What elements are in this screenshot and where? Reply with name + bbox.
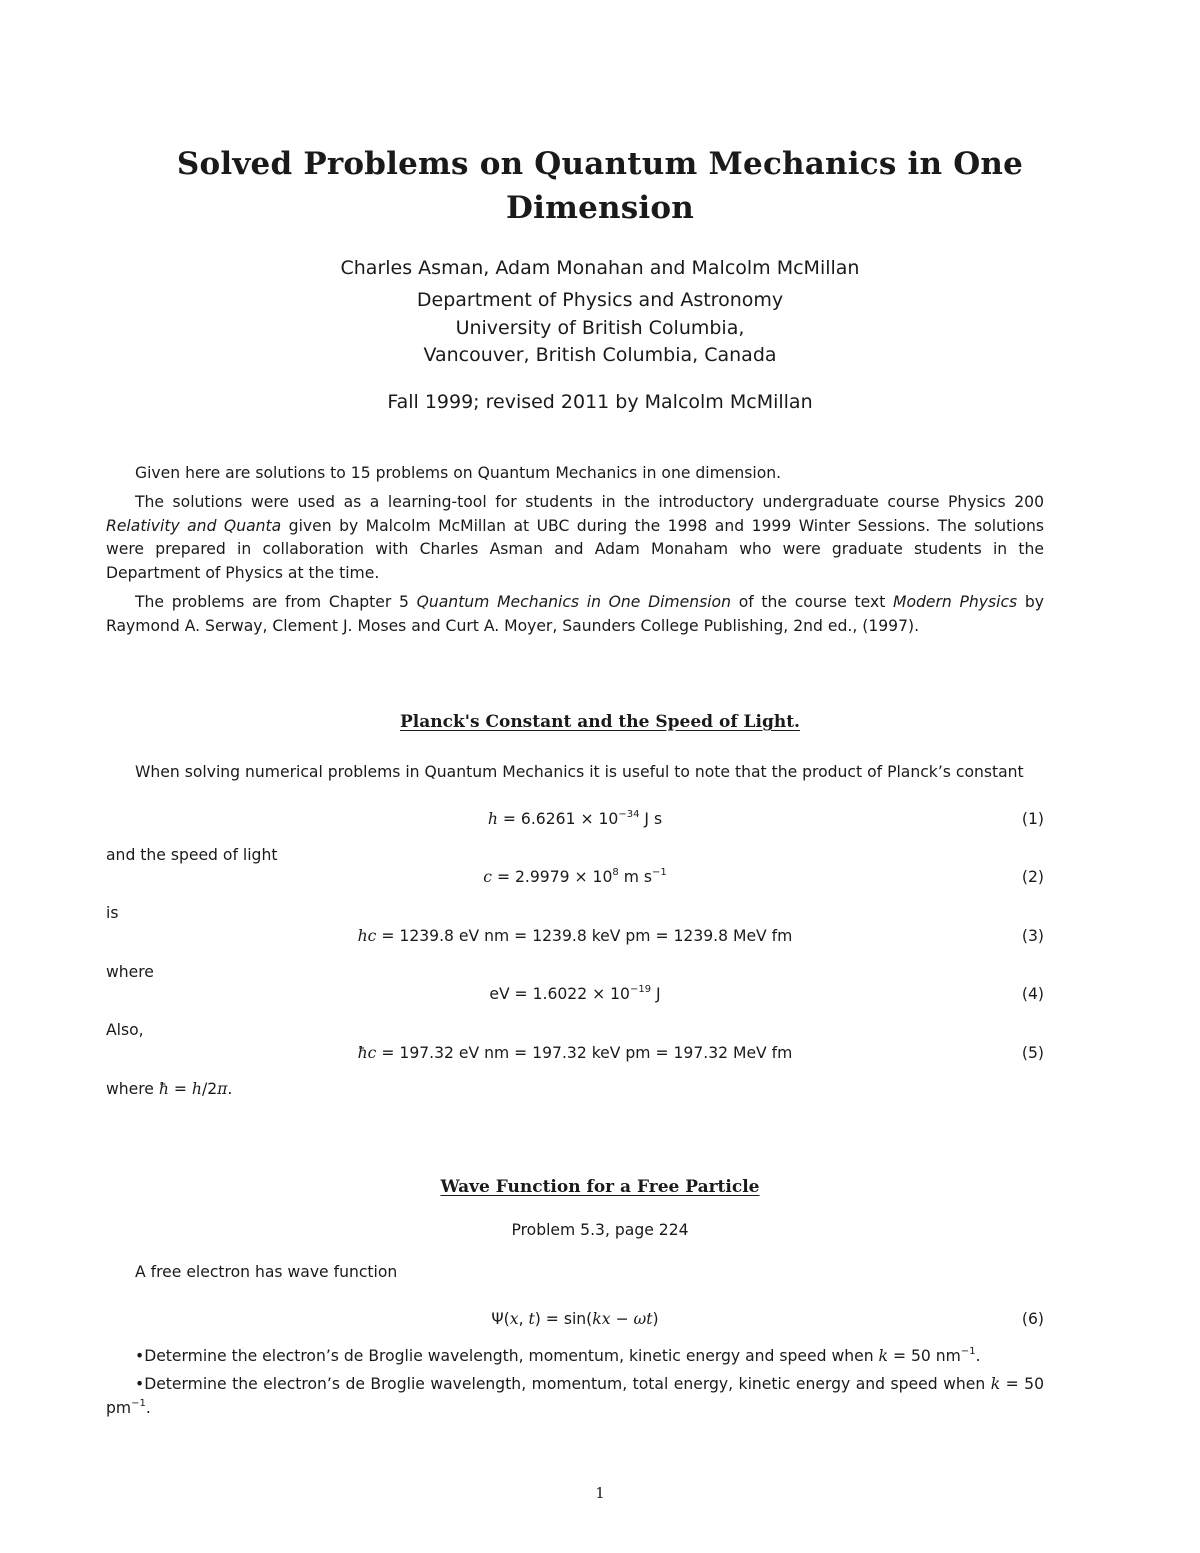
section2-intro: A free electron has wave function bbox=[135, 1263, 398, 1281]
problem-reference: Problem 5.3, page 224 bbox=[511, 1221, 689, 1239]
label-and-speed-of-light: and the speed of light bbox=[106, 846, 278, 864]
label-where: where bbox=[106, 963, 154, 981]
equation-6 bbox=[106, 1308, 1044, 1332]
equation-6-body: Ψ(x, t) = sin(kx − ωt) bbox=[491, 1310, 659, 1328]
question-2-text: •Determine the electron’s de Broglie wavelength, momentum, total energy, kinetic energy and speed when bbox=[135, 1375, 991, 1393]
affiliation-line-1: Department of Physics and Astronomy bbox=[416, 289, 784, 311]
affiliation-line-2: University of British Columbia, bbox=[455, 317, 745, 339]
equation-4 bbox=[106, 983, 1044, 1007]
equation-1-number: (1) bbox=[1021, 810, 1044, 828]
equation-5-body: ħc = 197.32 eV nm = 197.32 keV pm = 197.32 MeV fm bbox=[357, 1044, 793, 1062]
paper-title bbox=[0, 142, 1200, 230]
intro-paragraph-2 bbox=[106, 491, 1044, 585]
intro-p3-text-c: by Raymond A. Serway, Clement J. Moses and Curt A. Moyer, Saunders College Publishing, 2nd ed., (1997). bbox=[106, 593, 1044, 635]
intro-p2-text-b: given by Malcolm McMillan at UBC during the 1998 and 1999 Winter Sessions. The solutions were prepared in collaboration with Charles Asman and Adam Monaham who were graduate students in the Department of Physics at the time. bbox=[106, 516, 1044, 582]
label-also: Also, bbox=[106, 1021, 144, 1039]
equation-2-number: (2) bbox=[1021, 868, 1044, 886]
equation-2-body: $c = 2.9979 \times 10^8$ m $s^{-1}$ bbox=[483, 867, 667, 886]
equation-3-number: (3) bbox=[1021, 927, 1044, 945]
course-title: Relativity and Quanta bbox=[106, 516, 282, 535]
question-bullet-2: •Determine the electron’s de Broglie wavelength, momentum, total energy, kinetic energy and speed when k = 50 $pm^{-1}$. bbox=[106, 1375, 1045, 1417]
question-1-text: •Determine the electron’s de Broglie wavelength, momentum, kinetic energy and speed when bbox=[135, 1347, 879, 1365]
intro-paragraph-1: Given here are solutions to 15 problems on Quantum Mechanics in one dimension. bbox=[135, 464, 782, 482]
equation-1-body: $h = 6.6261 \times 10^{-34}$ J s bbox=[487, 809, 663, 828]
section-heading-planck: Planck's Constant and the Speed of Light. bbox=[400, 712, 800, 732]
hbar-definition-period: . bbox=[227, 1080, 233, 1098]
title-line-2: Dimension bbox=[506, 190, 694, 226]
intro-p3-text-b: of the course text bbox=[731, 593, 893, 611]
section1-intro: When solving numerical problems in Quantum Mechanics it is useful to note that the product of Planck’s constant bbox=[135, 763, 1024, 781]
hbar-definition-prefix: where bbox=[106, 1080, 159, 1098]
equation-5 bbox=[106, 1042, 1044, 1066]
intro-paragraph-3 bbox=[106, 591, 1044, 638]
authors: Charles Asman, Adam Monahan and Malcolm McMillan bbox=[340, 257, 860, 279]
intro-p2-text-a: The solutions were used as a learning-tool for students in the introductory undergraduate course Physics 200 bbox=[135, 493, 1044, 511]
equation-4-number: (4) bbox=[1021, 985, 1044, 1003]
date-line: Fall 1999; revised 2011 by Malcolm McMillan bbox=[387, 391, 813, 413]
equation-3 bbox=[106, 925, 1044, 949]
title-line-1: Solved Problems on Quantum Mechanics in One bbox=[176, 146, 1024, 182]
intro-p3-text-a: The problems are from Chapter 5 bbox=[135, 593, 417, 611]
section-heading-free-particle: Wave Function for a Free Particle bbox=[440, 1177, 760, 1197]
textbook-title: Modern Physics bbox=[893, 593, 1018, 611]
question-bullet-1: •Determine the electron’s de Broglie wavelength, momentum, kinetic energy and speed when k = 50 $nm^{-1}$. bbox=[135, 1346, 981, 1365]
equation-1 bbox=[106, 808, 1044, 832]
chapter-title: Quantum Mechanics in One Dimension bbox=[416, 593, 731, 611]
page-number: 1 bbox=[595, 1484, 605, 1502]
affiliation-line-3: Vancouver, British Columbia, Canada bbox=[423, 344, 777, 366]
equation-6-number: (6) bbox=[1021, 1310, 1044, 1328]
equation-3-body: hc = 1239.8 eV nm = 1239.8 keV pm = 1239.8 MeV fm bbox=[357, 927, 793, 945]
hbar-definition: where ħ = h/2π. bbox=[106, 1080, 233, 1098]
equation-4-body: eV = $1.6022 \times 10^{-19}$ J bbox=[489, 984, 661, 1003]
equation-5-number: (5) bbox=[1021, 1044, 1044, 1062]
label-is: is bbox=[106, 904, 119, 922]
equation-2 bbox=[106, 866, 1044, 890]
